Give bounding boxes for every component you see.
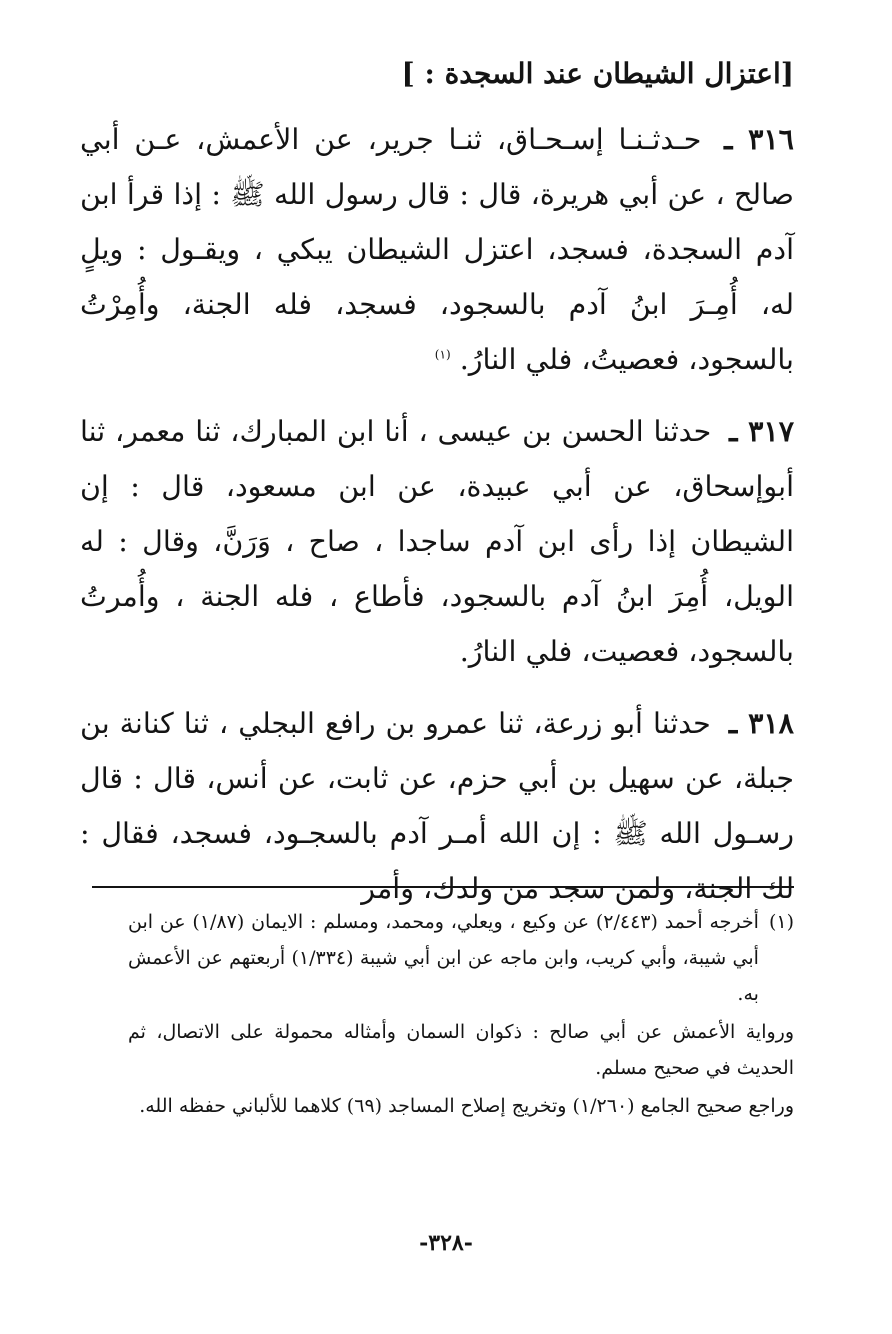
hadith-316 [80, 112, 794, 387]
footnote-paragraph: وراجع صحيح الجامع (١/٢٦٠) وتخريج إصلاح المساجد (٦٩) كلاهما للألباني حفظه الله. [139, 1095, 794, 1117]
hadith-text: حدثنا الحسن بن عيسى ، أنا ابن المبارك، ثنا معمر، ثنا أبوإسحاق، عن أبي عبيدة، عن ابن مسعود، قال : إن الشيطان إذا رأى ابن آدم ساجدا ، صاح ، وَرَنَّ، وقال : له الويل، أُمِرَ ابنُ آدم بالسجود، فأطاع ، فله الجنة ، وأُمرتُ بالسجود، فعصيت، فلي النارُ. [80, 415, 794, 668]
footnote-divider [92, 886, 794, 888]
section-heading: [اعتزال الشيطان عند السجدة : ] [401, 57, 794, 90]
hadith-text: حـدثـنـا إسـحـاق، ثنـا جرير، عن الأعمش، عـن أبي صالح ، عن أبي هريرة، قال : قال رسول الله ﷺ : إذا قرأ ابن آدم السجدة، فسجد، اعتزل الشيطان يبكي ، ويقـول : ويلٍ له، أُمِـرَ ابنُ آدم بالسجود، فسجد، فله الجنة، وأُمِرْتُ بالسجود، فعصيتُ، فلي النارُ. [80, 123, 794, 376]
footnote-reference[interactable]: (١) [434, 347, 451, 362]
page-number: -٣٢٨- [419, 1230, 473, 1256]
footnote-text: أخرجه أحمد (٢/٤٤٣) عن وكيع ، ويعلي، ومحمد، ومسلم : الايمان (١/٨٧) عن ابن أبي شيبة، وأبي كريب، وابن ماجه عن ابن أبي شيبة (١/٣٣٤) أربعتهم عن الأعمش به. [128, 911, 759, 1005]
hadith-number: ٣١٧ ـ [729, 414, 795, 448]
footnotes [128, 904, 794, 1126]
hadith-number: ٣١٨ ـ [728, 706, 794, 740]
hadith-318 [80, 696, 794, 916]
hadith-text: حدثنا أبو زرعة، ثنا عمرو بن رافع البجلي ، ثنا كنانة بن جبلة، عن سهيل بن أبي حزم، عن ثابت، عن أنس، قال : قال رسـول الله ﷺ : إن الله أمـر آدم بالسجـود، فسجد، فقال : لك الجنة، ولمن سجد من ولدك، وأمر [80, 707, 794, 905]
footnote-1 [128, 904, 794, 1012]
footnote-paragraph: ورواية الأعمش عن أبي صالح : ذكوان السمان وأمثاله محمولة على الاتصال، ثم الحديث في صحيح مسلم. [128, 1021, 794, 1079]
footnote-marker: (١) [768, 911, 794, 933]
hadith-number: ٣١٦ ـ [724, 122, 794, 156]
hadith-317 [80, 404, 794, 679]
main-text [80, 52, 794, 933]
